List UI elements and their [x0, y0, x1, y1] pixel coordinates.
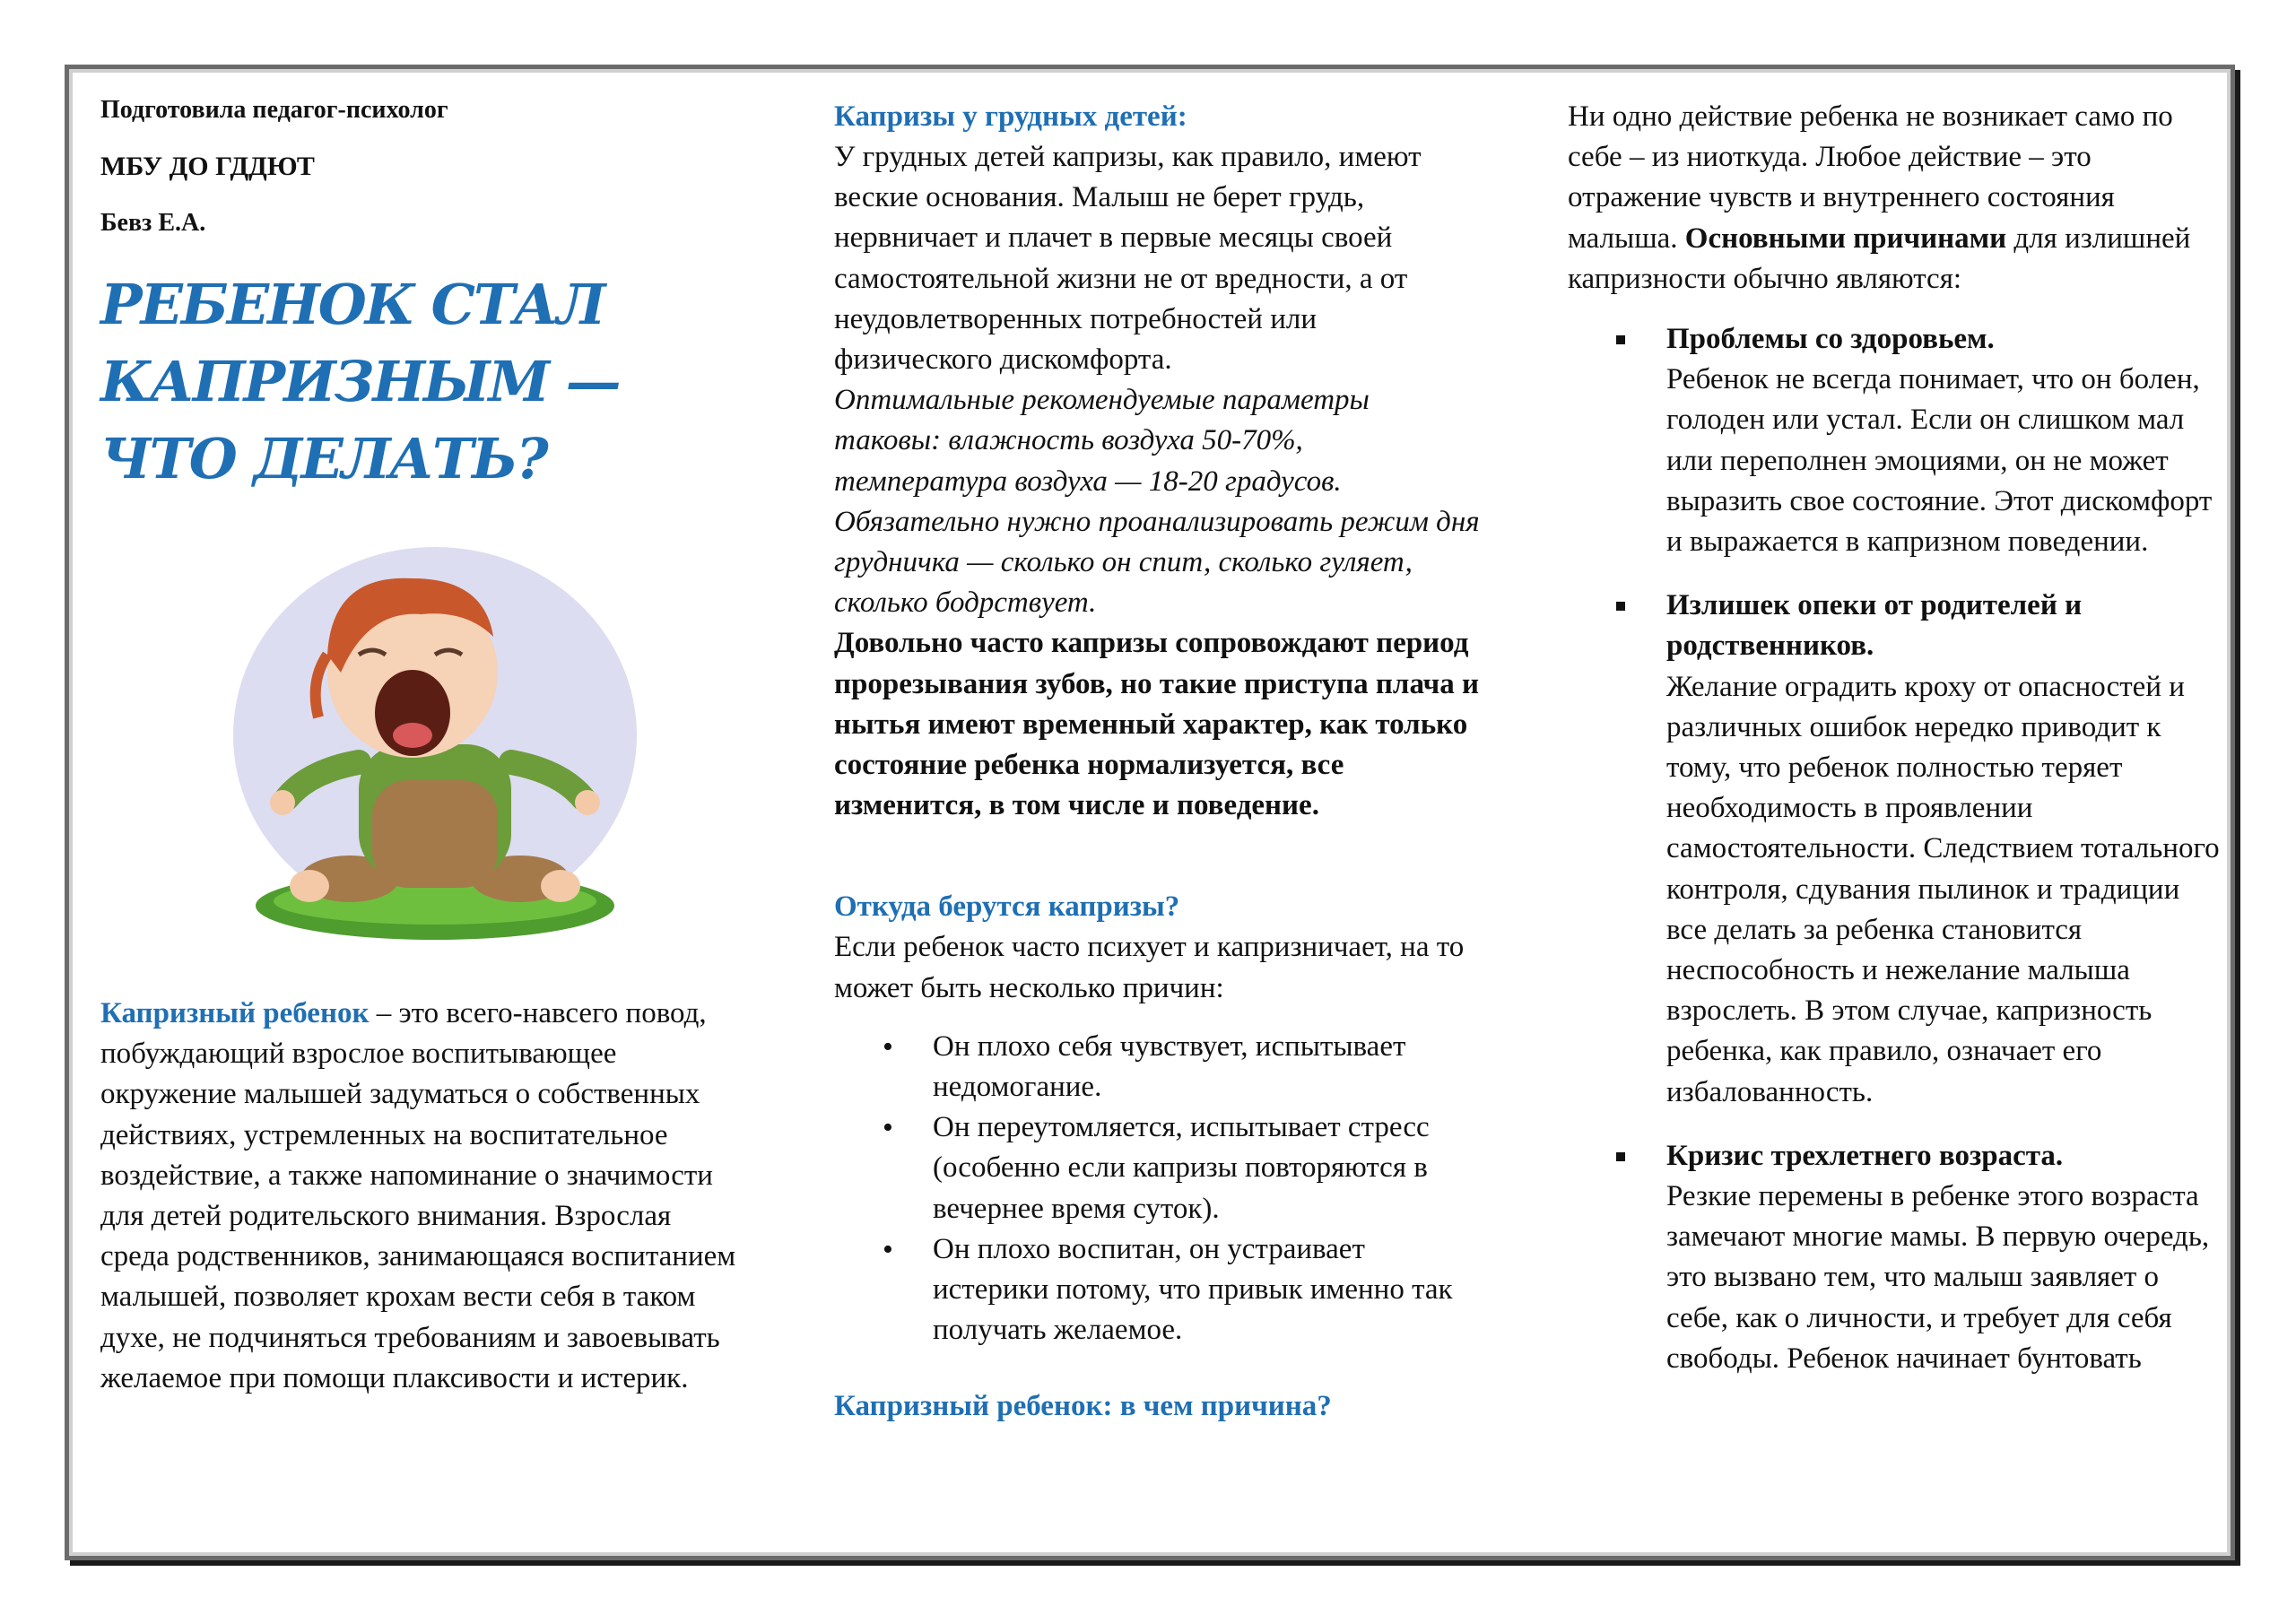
cause-title: Кризис трехлетнего возраста. — [1666, 1139, 2064, 1172]
teething-paragraph: Довольно часто капризы сопровождают период прорезывания зубов, но такие приступа плача и нытья имеют временный характер, как только состояние ребенка нормализуется, все изменится, в том числе и поведение. — [834, 627, 1479, 822]
section-heading-origins: Откуда берутся капризы? — [834, 890, 1180, 924]
middle-column — [834, 97, 1480, 1427]
cause-title: Излишек опеки от родителей и родственников. — [1666, 589, 2083, 663]
crying-child-illustration — [224, 538, 646, 951]
title-line: ЧТО ДЕЛАТЬ? — [100, 426, 547, 491]
cause-text: Ребенок не всегда понимает, что он болен, голоден или устал. Если он слишком мал или переполнен эмоциями, он не может выразить свое состояние. Этот дискомфорт и выражается в капризном поведении. — [1666, 363, 2213, 559]
cause-text: Желание оградить кроху от опасностей и различных ошибок нередко приводит к тому, что ребенок полностью теряет необходимость в проявлении самостоятельности. Следствием тотального контроля, сдувания пылинок и традиции все делать за ребенка становится неспособность и нежелание малыша взрослеть. В этом случае, капризность ребенка, как правило, означает его избалованность. — [1666, 670, 2220, 1108]
list-item: • Он плохо себя чувствует, испытывает недомогание. — [933, 1027, 1480, 1107]
intro-paragraph — [100, 994, 746, 1399]
list-item — [1666, 586, 2222, 1113]
intro-term: Капризный ребенок — [100, 997, 370, 1029]
right-foot — [541, 870, 580, 902]
causes-intro-text: Ни одно действие ребенка не возникает само по себе – из ниоткуда. Любое действие – это отражение чувств и внутреннего состояния малыша. — [1568, 100, 2173, 255]
causes-intro — [1568, 97, 2222, 300]
causes-list — [1568, 319, 2222, 1379]
left-column — [100, 96, 746, 1394]
title-line: КАПРИЗНЫМ — — [100, 349, 620, 414]
left-hand — [270, 790, 295, 815]
left-foot — [290, 870, 329, 902]
cause-title: Проблемы со здоровьем. — [1666, 323, 1995, 356]
overalls — [372, 780, 498, 888]
causes-intro-bold: Основными причинами — [1684, 221, 2007, 255]
list-item — [1666, 319, 2222, 562]
page-title — [100, 266, 746, 498]
reasons-list — [834, 1027, 1480, 1351]
author-line-2: МБУ ДО ГДДЮТ — [100, 152, 315, 181]
author-line-1: Подготовила педагог-психолог — [100, 96, 448, 124]
cause-text: Резкие перемены в ребенке этого возраста замечают многие мамы. В первую очередь, это вызвано тем, что малыш заявляет о себе, как о личности, и требует для себя свободы. Ребенок начинает бунтовать — [1666, 1180, 2210, 1375]
section-heading-cause: Капризный ребенок: в чем причина? — [834, 1390, 1332, 1423]
origins-paragraph: Если ребенок часто психует и капризничает, на то может быть несколько причин: — [834, 931, 1465, 1004]
causes-intro-tail: для излишней капризности обычно являются: — [1568, 221, 2191, 295]
tongue — [393, 723, 432, 748]
title-line: РЕБЕНОК СТАЛ — [100, 272, 604, 337]
infant-paragraph: У грудных детей капризы, как правило, имеют веские основания. Малыш не берет грудь, нервничает и плачет в первые месяцы своей самостоятельной жизни не от вредности, а от неудовлетворенных потребностей или физического дискомфорта. — [834, 141, 1422, 377]
recommendations-paragraph: Оптимальные рекомендуемые параметры таковы: влажность воздуха 50-70%, температура воздуха — 18-20 градусов. Обязательно нужно проанализировать режим дня грудничка — сколько он спит, сколько гуляет, сколько бодрствует. — [834, 384, 1480, 620]
list-item: • Он переутомляется, испытывает стресс (особенно если капризы повторяются в вечернее время суток). — [933, 1107, 1480, 1229]
right-hand — [575, 790, 600, 815]
list-item — [1666, 1136, 2222, 1379]
section-heading-infant-tantrums: Капризы у грудных детей: — [834, 100, 1187, 133]
author-line-3: Бевз Е.А. — [100, 209, 206, 237]
right-column — [1568, 97, 2222, 1403]
list-item: • Он плохо воспитан, он устраивает истерики потому, что привык именно так получать желаемое. — [933, 1229, 1480, 1351]
intro-text: – это всего-навсего повод, побуждающий взрослое воспитывающее окружение малышей задуматься о собственных действиях, устремленных на воспитательное воздействие, а также напоминание о значимости для детей родительского внимания. Взрослая среда родственников, занимающаяся воспитанием малышей, позволяет крохам вести себя в таком духе, не подчиняться требованиям и завоевывать желаемое при помощи плаксивости и истерик. — [100, 997, 736, 1394]
